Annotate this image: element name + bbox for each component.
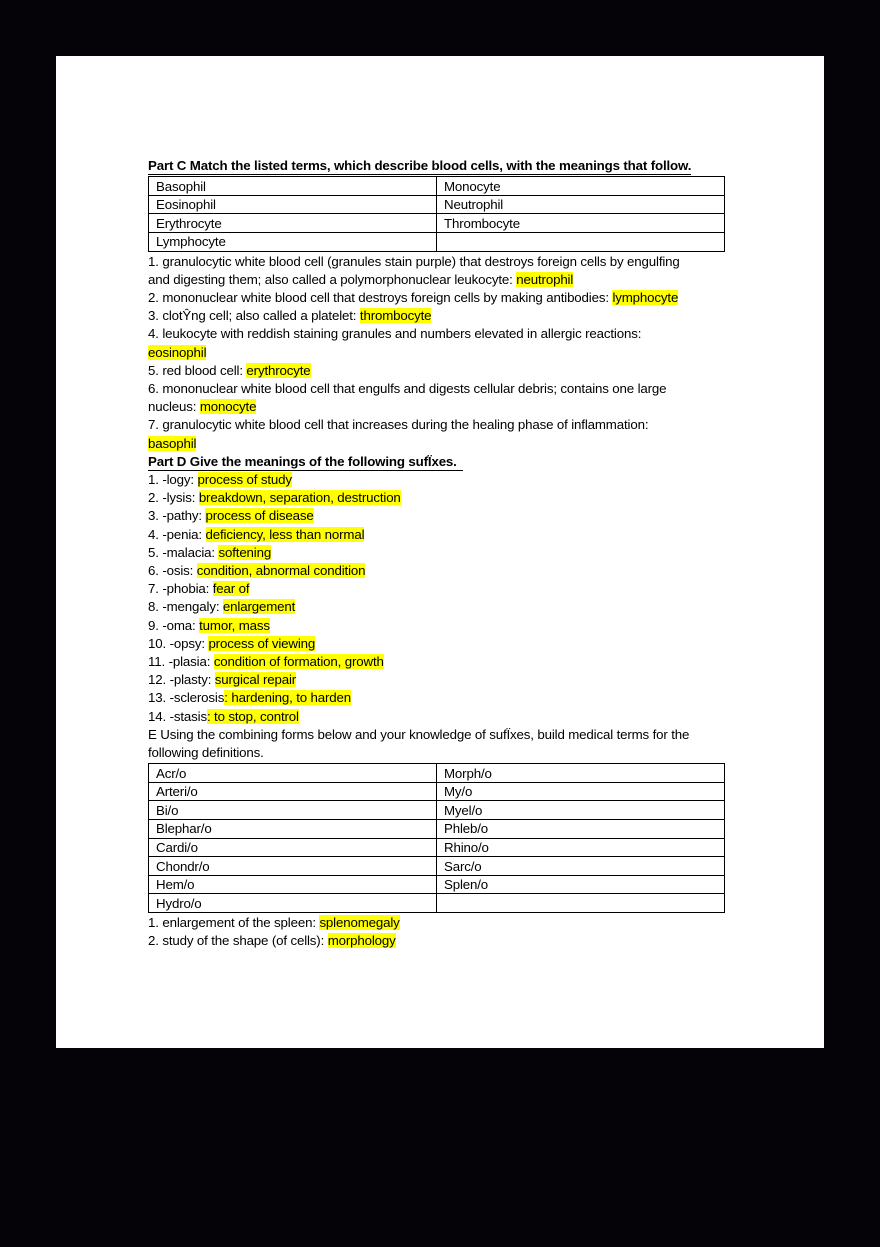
document-page (56, 56, 824, 1048)
table-cell: Basophil (149, 177, 437, 196)
part-c-item-4 (148, 325, 728, 361)
table-cell: Lymphocyte (149, 232, 437, 251)
table-row (149, 764, 725, 783)
table-cell: Sarc/o (437, 857, 725, 876)
table-cell (437, 894, 725, 913)
table-cell: Thrombocyte (437, 214, 725, 233)
part-d-item (148, 671, 728, 689)
part-c-item-7 (148, 416, 728, 452)
part-e-item (148, 932, 728, 950)
part-d-item (148, 562, 728, 580)
intro-text: following definitions. (148, 745, 264, 761)
answer-highlight: monocyte (199, 399, 257, 415)
question-text: 12. -plasty: (148, 672, 215, 688)
question-text: 5. red blood cell: (148, 362, 247, 378)
part-c-item-6 (148, 380, 728, 416)
answer-highlight: erythrocyte (246, 362, 311, 378)
table-cell: Morph/o (437, 764, 725, 783)
part-c-heading: Part C Match the listed terms, which describe blood cells, with the meanings that follow. (148, 158, 692, 173)
table-row (149, 232, 725, 251)
part-d-item (148, 708, 728, 726)
answer-highlight: morphology (327, 933, 396, 949)
question-text: 2. -lysis: (148, 490, 199, 506)
question-text: 1. granulocytic white blood cell (granules stain purple) that destroys foreign cells by engulfing (148, 253, 680, 269)
question-text: 3. -pathy: (148, 508, 206, 524)
question-text: 4. leukocyte with reddish staining granules and numbers elevated in allergic reactions: (148, 326, 642, 342)
part-d-item (148, 635, 728, 653)
answer-highlight: lymphocyte (612, 289, 679, 305)
table-cell: Acr/o (149, 764, 437, 783)
part-c-item-3 (148, 307, 728, 325)
table-cell: Rhino/o (437, 838, 725, 857)
table-cell: Myel/o (437, 801, 725, 820)
table-row (149, 820, 725, 839)
question-text: and digesting them; also called a polymorphonuclear leukocyte: (148, 271, 517, 287)
document-content (148, 157, 728, 950)
table-cell: Blephar/o (149, 820, 437, 839)
table-cell (437, 232, 725, 251)
answer-highlight: condition of formation, growth (213, 654, 384, 670)
answer-highlight: breakdown, separation, destruction (198, 490, 401, 506)
table-cell: Arteri/o (149, 782, 437, 801)
answer-highlight: eosinophil (148, 344, 207, 360)
table-row (149, 875, 725, 894)
question-text: 3. clotŶng cell; also called a platelet: (148, 308, 360, 324)
table-cell: Splen/o (437, 875, 725, 894)
answer-highlight: condition, abnormal condition (196, 563, 366, 579)
question-text: 14. -stasis (148, 708, 207, 724)
answer-highlight: process of viewing (208, 635, 316, 651)
part-d-item (148, 617, 728, 635)
table-cell: Monocyte (437, 177, 725, 196)
table-row (149, 782, 725, 801)
table-cell: Cardi/o (149, 838, 437, 857)
answer-highlight: softening (218, 544, 272, 560)
part-d-item (148, 653, 728, 671)
table-cell: Hydro/o (149, 894, 437, 913)
part-d-item (148, 544, 728, 562)
question-text: 6. mononuclear white blood cell that engulfs and digests cellular debris; contains one large (148, 381, 667, 396)
question-text: 1. -logy: (148, 472, 198, 488)
question-text: 5. -malacia: (148, 544, 219, 560)
question-text: 8. -mengaly: (148, 599, 223, 615)
part-c-terms-table (148, 176, 725, 251)
table-row (149, 838, 725, 857)
table-cell: Eosinophil (149, 195, 437, 214)
part-d-item (148, 598, 728, 616)
table-row (149, 894, 725, 913)
part-d-item (148, 507, 728, 525)
table-row (149, 214, 725, 233)
question-text: 7. granulocytic white blood cell that increases during the healing phase of inflammation: (148, 417, 649, 433)
part-d-item (148, 580, 728, 598)
part-c-item-5 (148, 362, 728, 380)
question-text: 4. -penia: (148, 526, 206, 542)
table-cell: Chondr/o (149, 857, 437, 876)
question-text: 6. -osis: (148, 563, 197, 579)
table-cell: My/o (437, 782, 725, 801)
question-text: 2. mononuclear white blood cell that destroys foreign cells by making antibodies: (148, 289, 613, 305)
intro-text: E Using the combining forms below and your knowledge of sufÏxes, build medical terms for the (148, 726, 690, 742)
part-e-item (148, 914, 728, 932)
question-text: nucleus: (148, 399, 200, 415)
question-text: 11. -plasia: (148, 654, 214, 670)
answer-highlight: basophil (148, 435, 197, 451)
table-row (149, 801, 725, 820)
table-cell: Neutrophil (437, 195, 725, 214)
question-text: 7. -phobia: (148, 581, 213, 597)
answer-highlight: deficiency, less than normal (205, 526, 365, 542)
question-text: 13. -sclerosis (148, 690, 225, 706)
table-cell: Hem/o (149, 875, 437, 894)
part-d-item (148, 489, 728, 507)
question-text: 10. -opsy: (148, 635, 209, 651)
question-text: 9. -oma: (148, 617, 200, 633)
part-d-item (148, 689, 728, 707)
answer-highlight: : to stop, control (206, 708, 299, 724)
part-e-combining-forms-table (148, 763, 725, 913)
table-cell: Phleb/o (437, 820, 725, 839)
answer-highlight: tumor, mass (199, 617, 270, 633)
part-c-item-1 (148, 253, 728, 289)
answer-highlight: splenomegaly (319, 915, 400, 931)
part-d-heading: Part D Give the meanings of the following sufÏxes. (148, 453, 463, 471)
part-c-item-2 (148, 289, 728, 307)
part-d-item (148, 471, 728, 489)
answer-highlight: fear of (212, 581, 250, 597)
table-cell: Bi/o (149, 801, 437, 820)
table-row (149, 195, 725, 214)
question-text: 2. study of the shape (of cells): (148, 933, 328, 949)
answer-highlight: neutrophil (516, 271, 574, 287)
answer-highlight: enlargement (222, 599, 296, 615)
part-d-item (148, 526, 728, 544)
table-cell: Erythrocyte (149, 214, 437, 233)
part-e-intro (148, 726, 728, 762)
table-row (149, 177, 725, 196)
answer-highlight: process of disease (205, 508, 314, 524)
answer-highlight: process of study (197, 472, 292, 488)
table-row (149, 857, 725, 876)
question-text: 1. enlargement of the spleen: (148, 915, 320, 931)
answer-highlight: surgical repair (214, 672, 297, 688)
answer-highlight: thrombocyte (359, 308, 432, 324)
answer-highlight: : hardening, to harden (224, 690, 352, 706)
